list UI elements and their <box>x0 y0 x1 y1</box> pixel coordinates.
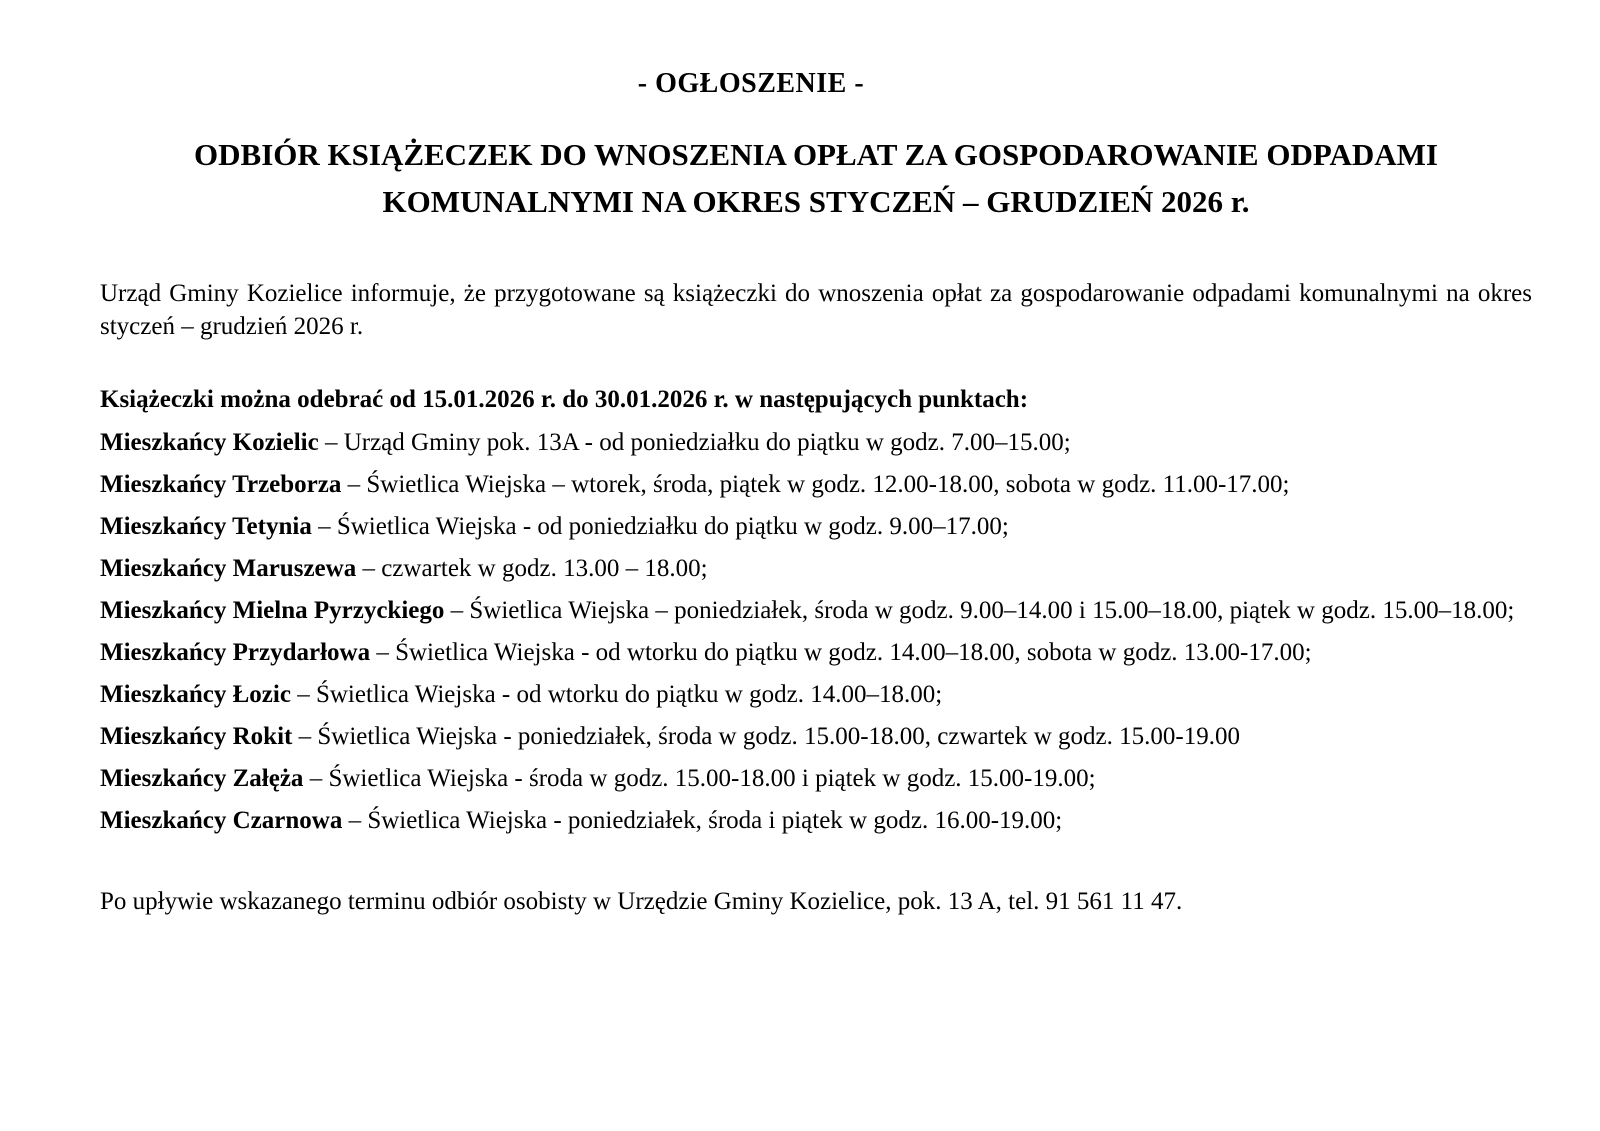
location-name: Mieszkańcy Tetynia <box>100 513 312 541</box>
location-details: – Świetlica Wiejska - poniedziałek, środa w godz. 15.00-18.00, czwartek w godz. 15.00-19.00 <box>298 723 1240 751</box>
location-item-tetyn <box>100 510 1532 543</box>
location-name: Mieszkańcy Mielna Pyrzyckiego <box>100 597 445 625</box>
location-item-zaleze <box>100 762 1532 795</box>
location-details: – Świetlica Wiejska - środa w godz. 15.00-18.00 i piątek w godz. 15.00-19.00; <box>309 765 1096 793</box>
location-item-trzeborz <box>100 468 1532 501</box>
location-details: – Świetlica Wiejska – wtorek, środa, piątek w godz. 12.00-18.00, sobota w godz. 11.00-17.00; <box>347 471 1290 499</box>
pickup-dates-header: Książeczki można odebrać od 15.01.2026 r. do 30.01.2026 r. w następujących punktach: <box>100 386 1029 414</box>
location-item-rokity <box>100 720 1532 753</box>
location-details: – Urząd Gminy pok. 13A - od poniedziałku do piątku w godz. 7.00–15.00; <box>324 429 1071 457</box>
location-item-mielno-pyrzyckie <box>100 594 1532 627</box>
location-name: Mieszkańcy Łozic <box>100 681 291 709</box>
location-name: Mieszkańcy Trzeborza <box>100 471 342 499</box>
location-details: – Świetlica Wiejska – poniedziałek, środa w godz. 9.00–14.00 i 15.00–18.00, piątek w godz. 15.00–18.00; <box>450 597 1515 625</box>
location-details: – Świetlica Wiejska - od wtorku do piątku w godz. 14.00–18.00, sobota w godz. 13.00-17.00; <box>376 639 1312 667</box>
intro-paragraph: Urząd Gminy Kozielice informuje, że przygotowane są książeczki do wnoszenia opłat za gospodarowanie odpadami komunalnymi na okres styczeń – grudzień 2026 r. <box>100 280 1532 341</box>
location-name: Mieszkańcy Czarnowa <box>100 807 343 835</box>
location-name: Mieszkańcy Przydarłowa <box>100 639 371 667</box>
location-details: – Świetlica Wiejska - od poniedziałku do piątku w godz. 9.00–17.00; <box>318 513 1009 541</box>
location-item-czarnowo <box>100 804 1532 837</box>
location-name: Mieszkańcy Maruszewa <box>100 555 357 583</box>
location-item-lozice <box>100 678 1532 711</box>
document-heading: ODBIÓR KSIĄŻECZEK DO WNOSZENIA OPŁAT ZA GOSPODAROWANIE ODPADAMI KOMUNALNYMI NA OKRES STYCZEŃ – GRUDZIEŃ 2026 r. <box>194 137 1438 219</box>
location-item-kozielice <box>100 426 1532 459</box>
location-details: – Świetlica Wiejska - poniedziałek, środa i piątek w godz. 16.00-19.00; <box>348 807 1063 835</box>
document-title: - OGŁOSZENIE - <box>637 68 865 99</box>
after-deadline-note: Po upływie wskazanego terminu odbiór osobisty w Urzędzie Gminy Kozielice, pok. 13 A, tel. 91 561 11 47. <box>100 888 1183 916</box>
location-name: Mieszkańcy Załęża <box>100 765 304 793</box>
location-item-przydarlow <box>100 636 1532 669</box>
location-name: Mieszkańcy Rokit <box>100 723 293 751</box>
location-item-maruszewo <box>100 552 1532 585</box>
location-details: – czwartek w godz. 13.00 – 18.00; <box>362 555 708 583</box>
location-details: – Świetlica Wiejska - od wtorku do piątku w godz. 14.00–18.00; <box>297 681 943 709</box>
location-name: Mieszkańcy Kozielic <box>100 429 319 457</box>
